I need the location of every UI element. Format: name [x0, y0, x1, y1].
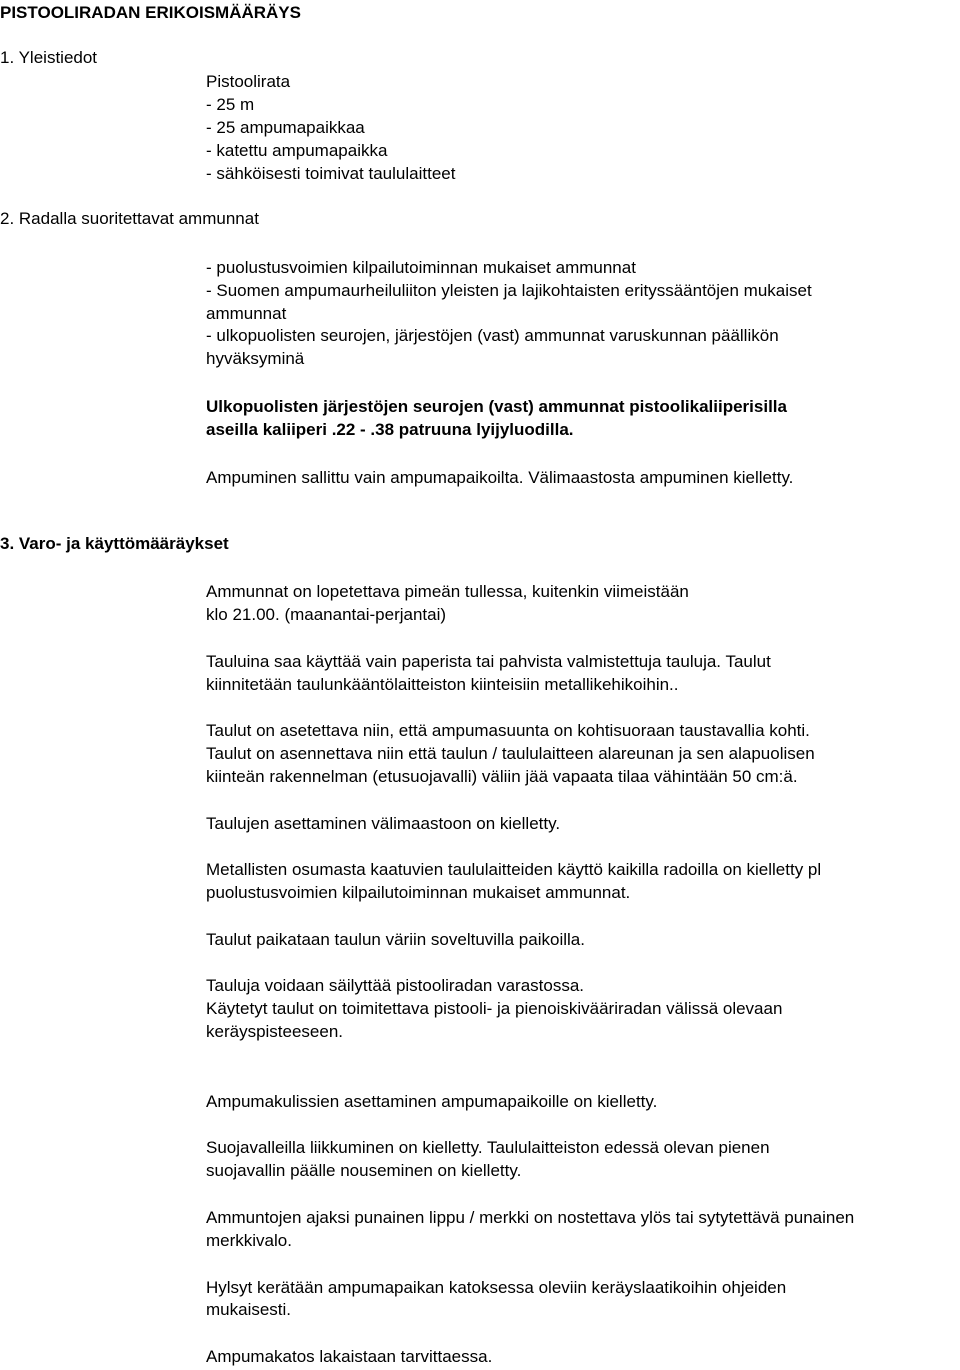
- section-3-line: klo 21.00. (maanantai-perjantai): [206, 605, 447, 624]
- section-1-line: - 25 m: [206, 95, 255, 114]
- section-2-line: - Suomen ampumaurheiluliiton yleisten ja lajikohtaisten erityssääntöjen mukaiset: [206, 281, 812, 300]
- section-2-bold-line: aseilla kaliiperi .22 - .38 patruuna lyijyluodilla.: [206, 420, 574, 439]
- section-3-line: puolustusvoimien kilpailutoiminnan mukaiset ammunnat.: [206, 883, 631, 902]
- section-3-line: Taulut on asennettava niin että taulun / taululaitteen alareunan ja sen alapuolisen: [206, 744, 815, 763]
- section-3-heading: 3. Varo- ja käyttömääräykset: [0, 534, 229, 553]
- section-2-heading: 2. Radalla suoritettavat ammunnat: [0, 209, 259, 228]
- section-2-line: - puolustusvoimien kilpailutoiminnan mukaiset ammunnat: [206, 258, 636, 277]
- section-3-line: Taulujen asettaminen välimaastoon on kielletty.: [206, 814, 561, 833]
- section-1-line: - sähköisesti toimivat taululaitteet: [206, 164, 456, 183]
- section-3-line: Ampumakatos lakaistaan tarvittaessa.: [206, 1347, 493, 1366]
- section-2-line: ammunnat: [206, 304, 287, 323]
- section-3-line: Ampumakulissien asettaminen ampumapaikoille on kielletty.: [206, 1092, 658, 1111]
- section-2-bold-line: Ulkopuolisten järjestöjen seurojen (vast) ammunnat pistoolikaliiperisilla: [206, 397, 787, 416]
- section-3-line: Suojavalleilla liikkuminen on kielletty. Taululaitteiston edessä olevan pienen: [206, 1138, 770, 1157]
- section-1-heading: 1. Yleistiedot: [0, 48, 98, 67]
- section-2-line: hyväksyminä: [206, 349, 305, 368]
- section-3-line: mukaisesti.: [206, 1300, 292, 1319]
- section-3-line: Taulut paikataan taulun väriin soveltuvilla paikoilla.: [206, 930, 585, 949]
- section-3-line: Ammuntojen ajaksi punainen lippu / merkki on nostettava ylös tai sytytettävä punainen: [206, 1208, 855, 1227]
- document-title: PISTOOLIRADAN ERIKOISMÄÄRÄYS: [0, 3, 301, 22]
- section-3-line: Taulut on asetettava niin, että ampumasuunta on kohtisuoraan taustavallia kohti.: [206, 721, 810, 740]
- section-3-line: kiinnitetään taulunkääntölaitteiston kiinteisiin metallikehikoihin..: [206, 675, 679, 694]
- section-3-line: Tauluina saa käyttää vain paperista tai pahvista valmistettuja tauluja. Taulut: [206, 652, 771, 671]
- section-1-line: - katettu ampumapaikka: [206, 141, 388, 160]
- section-1-line: Pistoolirata: [206, 72, 291, 91]
- section-2-note: Ampuminen sallittu vain ampumapaikoilta. Välimaastosta ampuminen kielletty.: [206, 468, 794, 487]
- section-3-line: merkkivalo.: [206, 1231, 292, 1250]
- section-2-line: - ulkopuolisten seurojen, järjestöjen (vast) ammunnat varuskunnan päällikön: [206, 326, 779, 345]
- section-3-line: Hylsyt kerätään ampumapaikan katoksessa oleviin keräyslaatikoihin ohjeiden: [206, 1278, 787, 1297]
- section-3-line: Tauluja voidaan säilyttää pistooliradan varastossa.: [206, 976, 585, 995]
- section-3-line: suojavallin päälle nouseminen on kielletty.: [206, 1161, 522, 1180]
- section-3-line: keräyspisteeseen.: [206, 1022, 344, 1041]
- section-3-line: Käytetyt taulut on toimitettava pistooli- ja pienoiskivääriradan välissä olevaan: [206, 999, 783, 1018]
- section-1-line: - 25 ampumapaikkaa: [206, 118, 365, 137]
- section-3-line: Ammunnat on lopetettava pimeän tullessa, kuitenkin viimeistään: [206, 582, 689, 601]
- section-3-line: kiinteän rakennelman (etusuojavalli) väliin jää vapaata tilaa vähintään 50 cm:ä.: [206, 767, 798, 786]
- section-3-line: Metallisten osumasta kaatuvien taululaitteiden käyttö kaikilla radoilla on kielletty pl: [206, 860, 822, 879]
